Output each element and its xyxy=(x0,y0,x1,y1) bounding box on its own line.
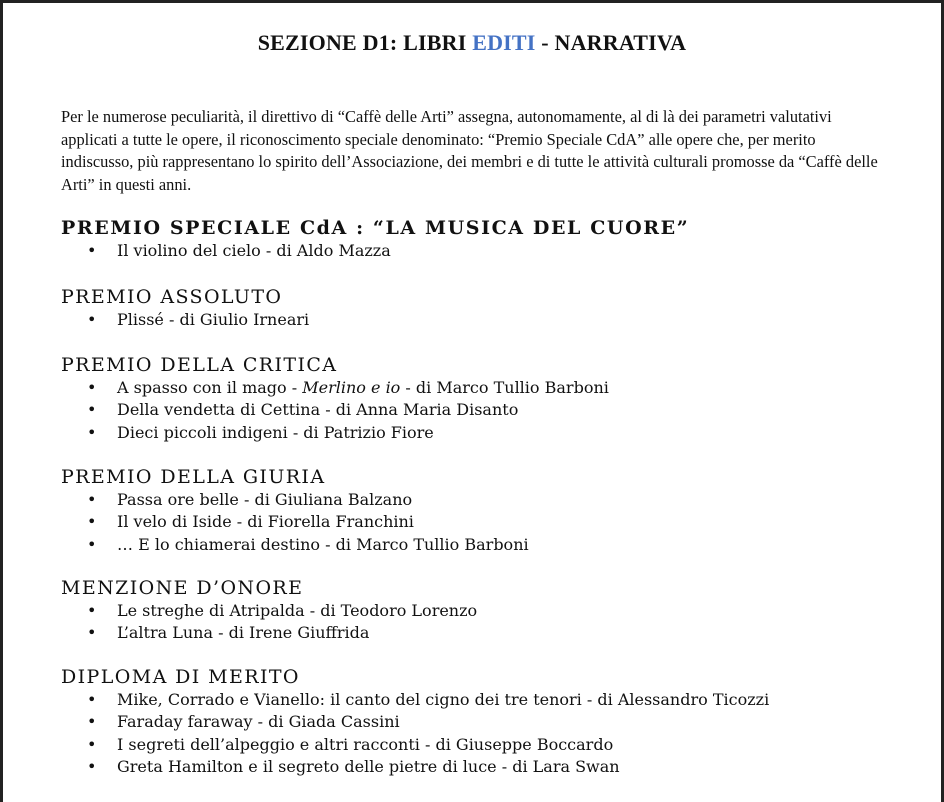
award-entry: Il violino del cielo - di Aldo Mazza xyxy=(117,241,391,260)
award-entry: Mike, Corrado e Vianello: il canto del cigno dei tre tenori - di Alessandro Ticozzi xyxy=(117,690,770,709)
bullet-icon: • xyxy=(87,757,97,777)
award-entry-subtitle: Merlino e io xyxy=(302,378,401,397)
list-item xyxy=(61,689,921,711)
list-item xyxy=(61,422,921,444)
bullet-icon: • xyxy=(87,241,97,260)
bullet-icon: • xyxy=(87,512,97,532)
section-diploma-merito xyxy=(61,665,921,779)
list-item xyxy=(61,377,921,399)
award-entry: … E lo chiamerai destino - di Marco Tullio Barboni xyxy=(117,534,529,554)
page-title xyxy=(0,30,944,56)
bullet-icon: • xyxy=(87,310,97,329)
title-part-2: - NARRATIVA xyxy=(535,30,687,55)
bullet-icon: • xyxy=(87,623,97,643)
award-entry: Passa ore belle - di Giuliana Balzano xyxy=(117,490,413,509)
list-item xyxy=(61,399,921,421)
title-part-1: SEZIONE D1: LIBRI xyxy=(257,30,473,55)
award-entry-author: - di Marco Tullio Barboni xyxy=(400,378,609,397)
bullet-icon: • xyxy=(87,712,97,732)
bullet-icon: • xyxy=(87,490,97,509)
section-heading: MENZIONE D’ONORE xyxy=(61,577,304,599)
award-entry: Plissé - di Giulio Irneari xyxy=(117,310,310,329)
bullet-icon: • xyxy=(87,534,97,554)
bullet-icon: • xyxy=(87,734,97,754)
section-premio-assoluto xyxy=(61,285,921,331)
award-entry: Le streghe di Atripalda - di Teodoro Lorenzo xyxy=(117,601,478,620)
award-list xyxy=(61,689,921,779)
list-item xyxy=(61,756,921,778)
intro-paragraph: Per le numerose peculiarità, il direttivo di “Caffè delle Arti” assegna, autonomamente, al di là dei parametri valutativi applicati a tutte le opere, il riconoscimento speciale denominato: “Premio Speciale CdA” alle opere che, per merito indiscusso, più rappresentano lo spirito dell’Associazione, dei membri e di tutte le attività culturali promosse da “Caffè delle Arti” in questi anni. xyxy=(61,107,878,194)
bullet-icon: • xyxy=(87,400,97,420)
award-list xyxy=(61,600,921,645)
title-accent: EDITI xyxy=(472,30,536,55)
award-list xyxy=(61,309,921,331)
award-list xyxy=(61,377,921,444)
section-menzione-onore xyxy=(61,576,921,645)
section-heading: PREMIO ASSOLUTO xyxy=(61,286,283,308)
section-heading: PREMIO DELLA CRITICA xyxy=(61,354,338,376)
list-item xyxy=(61,309,921,331)
bullet-icon: • xyxy=(87,422,97,442)
list-item xyxy=(61,711,921,733)
list-item xyxy=(61,734,921,756)
bullet-icon: • xyxy=(87,690,97,709)
award-entry: Dieci piccoli indigeni - di Patrizio Fiore xyxy=(117,422,434,442)
award-entry: L’altra Luna - di Irene Giuffrida xyxy=(117,623,370,643)
bullet-icon: • xyxy=(87,378,97,397)
list-item xyxy=(61,534,921,556)
section-premio-critica xyxy=(61,353,921,444)
list-item xyxy=(61,600,921,622)
award-list xyxy=(61,489,921,556)
section-premio-speciale xyxy=(61,216,921,262)
section-premio-giuria xyxy=(61,465,921,556)
list-item xyxy=(61,489,921,511)
award-entry: Greta Hamilton e il segreto delle pietre di luce - di Lara Swan xyxy=(117,757,620,777)
section-heading: DIPLOMA DI MERITO xyxy=(61,666,300,688)
award-entry: Della vendetta di Cettina - di Anna Maria Disanto xyxy=(117,400,519,420)
award-list xyxy=(61,240,921,262)
award-entry: Faraday faraway - di Giada Cassini xyxy=(117,712,400,732)
list-item xyxy=(61,511,921,533)
award-entry: Il velo di Iside - di Fiorella Franchini xyxy=(117,512,414,532)
section-heading: PREMIO DELLA GIURIA xyxy=(61,466,326,488)
list-item xyxy=(61,622,921,644)
list-item xyxy=(61,240,921,262)
section-heading: PREMIO SPECIALE CdA : “LA MUSICA DEL CUORE” xyxy=(61,217,690,239)
award-entry: I segreti dell’alpeggio e altri racconti - di Giuseppe Boccardo xyxy=(117,734,614,754)
bullet-icon: • xyxy=(87,601,97,620)
award-entry-title: A spasso con il mago - xyxy=(117,378,303,397)
